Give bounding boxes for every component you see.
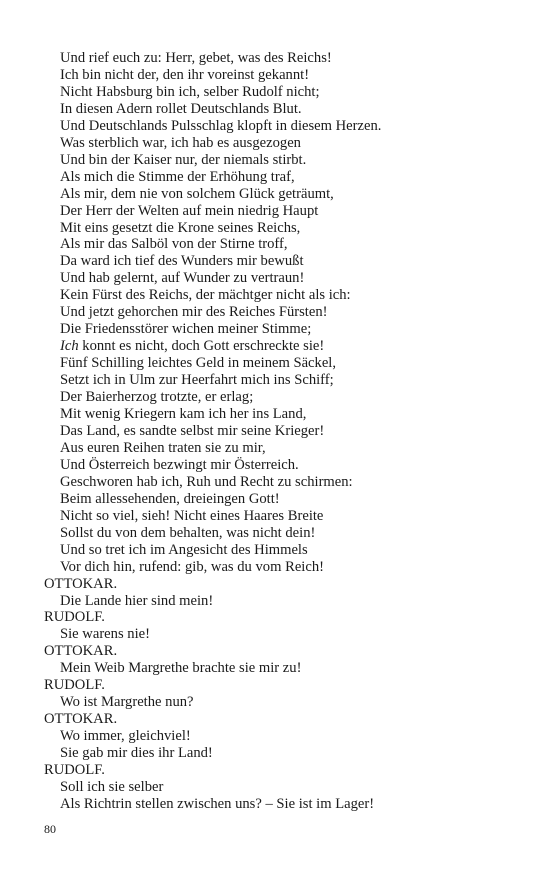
verse-line: Was sterblich war, ich hab es ausgezogen — [60, 134, 301, 151]
verse-line: Wo ist Margrethe nun? — [60, 694, 194, 711]
emphasized-word: Ich — [60, 338, 79, 355]
speaker-label: OTTOKAR. — [44, 575, 118, 592]
verse-line: Fünf Schilling leichtes Geld in meinem Säckel, — [60, 355, 337, 372]
verse-line: Nicht so viel, sieh! Nicht eines Haares Breite — [60, 507, 324, 524]
verse-line: Als mir, dem nie von solchem Glück geträumt, — [60, 185, 334, 202]
speaker-label: RUDOLF. — [44, 762, 105, 779]
speaker-label: RUDOLF. — [44, 677, 105, 694]
verse-line: Kein Fürst des Reichs, der mächtger nicht als ich: — [60, 287, 351, 304]
verse-line: Und Deutschlands Pulsschlag klopft in diesem Herzen. — [60, 117, 382, 134]
verse-line: Setzt ich in Ulm zur Heerfahrt mich ins Schiff; — [60, 372, 334, 389]
verse-line: Wo immer, gleichviel! — [60, 728, 191, 745]
verse-line: Und so tret ich im Angesicht des Himmels — [60, 541, 308, 558]
verse-line: Mit eins gesetzt die Krone seines Reichs, — [60, 219, 301, 236]
speaker-label: RUDOLF. — [44, 609, 105, 626]
verse-line: Und jetzt gehorchen mir des Reiches Fürsten! — [60, 304, 328, 321]
speaker-label: OTTOKAR. — [44, 643, 118, 660]
verse-line: Der Baierherzog trotzte, er erlag; — [60, 389, 254, 406]
verse-line: Die Lande hier sind mein! — [60, 592, 214, 609]
verse-line: Soll ich sie selber — [60, 778, 164, 795]
verse-line: Sie warens nie! — [60, 626, 150, 643]
verse-line: Mein Weib Margrethe brachte sie mir zu! — [60, 660, 302, 677]
verse-line: Und hab gelernt, auf Wunder zu vertraun! — [60, 270, 305, 287]
verse-line: Sollst du von dem behalten, was nicht dein! — [60, 524, 316, 541]
verse-line: Geschworen hab ich, Ruh und Recht zu schirmen: — [60, 473, 353, 490]
verse-line: Der Herr der Welten auf mein niedrig Haupt — [60, 202, 319, 219]
verse-line: Nicht Habsburg bin ich, selber Rudolf nicht; — [60, 83, 320, 100]
verse-line: Und Österreich bezwingt mir Österreich. — [60, 456, 299, 473]
verse-line: Sie gab mir dies ihr Land! — [60, 745, 213, 762]
verse-line: Als mir das Salböl von der Stirne troff, — [60, 236, 288, 253]
verse-line: Mit wenig Kriegern kam ich her ins Land, — [60, 406, 307, 423]
verse-line: Beim allessehenden, dreieingen Gott! — [60, 490, 280, 507]
speaker-label: OTTOKAR. — [44, 711, 118, 728]
verse-line: Vor dich hin, rufend: gib, was du vom Reich! — [60, 558, 324, 575]
verse-line: Da ward ich tief des Wunders mir bewußt — [60, 253, 304, 270]
verse-line: Ich bin nicht der, den ihr voreinst gekannt! — [60, 66, 310, 83]
verse-line — [44, 338, 524, 355]
verse-line: Und rief euch zu: Herr, gebet, was des Reichs! — [60, 50, 332, 66]
verse-line: Aus euren Reihen traten sie zu mir, — [60, 439, 266, 456]
verse-line: Als mich die Stimme der Erhöhung traf, — [60, 168, 295, 185]
verse-line: Und bin der Kaiser nur, der niemals stirbt. — [60, 151, 307, 168]
verse-line: In diesen Adern rollet Deutschlands Blut. — [60, 100, 302, 117]
verse-line-rest: konnt es nicht, doch Gott erschreckte sie! — [78, 338, 325, 355]
verse-line: Als Richtrin stellen zwischen uns? – Sie ist im Lager! — [60, 795, 375, 812]
verse-line: Das Land, es sandte selbst mir seine Krieger! — [60, 422, 325, 439]
play-text — [44, 50, 524, 813]
page-number: 80 — [44, 822, 56, 836]
verse-line: Die Friedensstörer wichen meiner Stimme; — [60, 321, 312, 338]
